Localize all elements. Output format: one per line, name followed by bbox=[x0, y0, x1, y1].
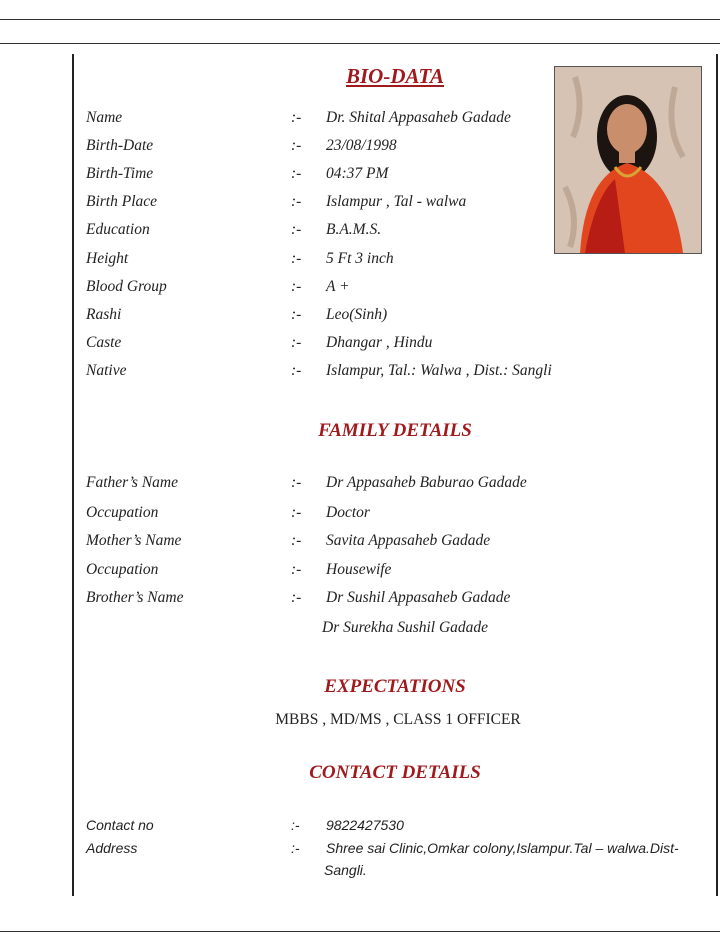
personal-row-label: Caste bbox=[86, 334, 122, 351]
top-rule-2 bbox=[0, 43, 720, 44]
personal-row-separator: :- bbox=[291, 165, 302, 182]
biodata-title: BIO-DATA bbox=[345, 64, 445, 88]
personal-row-separator: :- bbox=[291, 193, 302, 210]
family-row-label: Occupation bbox=[86, 561, 159, 578]
family-row-separator: :- bbox=[291, 474, 302, 491]
family-row-separator: :- bbox=[291, 589, 302, 606]
profile-photo bbox=[554, 66, 702, 254]
family-row-value: Savita Appasaheb Gadade bbox=[326, 532, 491, 549]
top-rule-1 bbox=[0, 19, 720, 20]
address-continuation: Sangli. bbox=[324, 862, 367, 878]
personal-row-label: Rashi bbox=[86, 306, 122, 323]
personal-row-separator: :- bbox=[291, 137, 302, 154]
expectations-text: MBBS , MD/MS , CLASS 1 OFFICER bbox=[275, 711, 521, 728]
family-row-value: Housewife bbox=[326, 561, 392, 578]
personal-row-value: A + bbox=[326, 278, 350, 295]
personal-row-label: Name bbox=[86, 109, 123, 126]
bottom-rule bbox=[0, 931, 720, 932]
personal-row-label: Height bbox=[86, 250, 129, 267]
personal-row-value: Islampur , Tal - walwa bbox=[326, 193, 467, 210]
personal-row-separator: :- bbox=[291, 362, 302, 379]
expectations-title: EXPECTATIONS bbox=[324, 676, 466, 697]
family-extra-name: Dr Surekha Sushil Gadade bbox=[322, 619, 489, 636]
personal-row-separator: :- bbox=[291, 221, 302, 238]
personal-row-label: Birth Place bbox=[86, 193, 158, 210]
personal-row-separator: :- bbox=[291, 109, 302, 126]
personal-row-separator: :- bbox=[291, 278, 302, 295]
personal-row-value: B.A.M.S. bbox=[326, 221, 382, 238]
woman-portrait-icon bbox=[555, 67, 701, 253]
contact-details-title: CONTACT DETAILS bbox=[309, 762, 481, 783]
personal-row-separator: :- bbox=[291, 250, 302, 267]
personal-row-label: Native bbox=[86, 362, 127, 379]
personal-row-separator: :- bbox=[291, 306, 302, 323]
family-row-separator: :- bbox=[291, 561, 302, 578]
family-row-label: Occupation bbox=[86, 504, 159, 521]
personal-row-value: Leo(Sinh) bbox=[326, 306, 388, 323]
contact-row-label: Address bbox=[86, 840, 138, 856]
personal-row-label: Birth-Date bbox=[86, 137, 154, 154]
family-row-separator: :- bbox=[291, 532, 302, 549]
contact-row-separator: :- bbox=[291, 817, 300, 833]
personal-row-value: Islampur, Tal.: Walwa , Dist.: Sangli bbox=[326, 362, 552, 379]
family-row-separator: :- bbox=[291, 504, 302, 521]
contact-row-label: Contact no bbox=[86, 817, 154, 833]
personal-row-label: Education bbox=[86, 221, 150, 238]
personal-row-value: 04:37 PM bbox=[326, 165, 389, 182]
personal-row-label: Birth-Time bbox=[86, 165, 154, 182]
contact-row-separator: :- bbox=[291, 840, 300, 856]
family-row-value: Doctor bbox=[326, 504, 370, 521]
personal-row-value: 23/08/1998 bbox=[326, 137, 397, 154]
personal-row-separator: :- bbox=[291, 334, 302, 351]
personal-row-value: Dhangar , Hindu bbox=[326, 334, 433, 351]
family-row-label: Mother’s Name bbox=[86, 532, 182, 549]
family-details-title: FAMILY DETAILS bbox=[318, 420, 472, 441]
personal-row-label: Blood Group bbox=[86, 278, 167, 295]
personal-row-value: Dr. Shital Appasaheb Gadade bbox=[326, 109, 511, 126]
family-row-label: Father’s Name bbox=[86, 474, 178, 491]
contact-row-value: Shree sai Clinic,Omkar colony,Islampur.Tal – walwa.Dist- bbox=[326, 840, 679, 856]
contact-row-value: 9822427530 bbox=[326, 817, 404, 833]
family-row-value: Dr Appasaheb Baburao Gadade bbox=[326, 474, 527, 491]
family-row-value: Dr Sushil Appasaheb Gadade bbox=[326, 589, 511, 606]
family-row-label: Brother’s Name bbox=[86, 589, 184, 606]
personal-row-value: 5 Ft 3 inch bbox=[326, 250, 394, 267]
